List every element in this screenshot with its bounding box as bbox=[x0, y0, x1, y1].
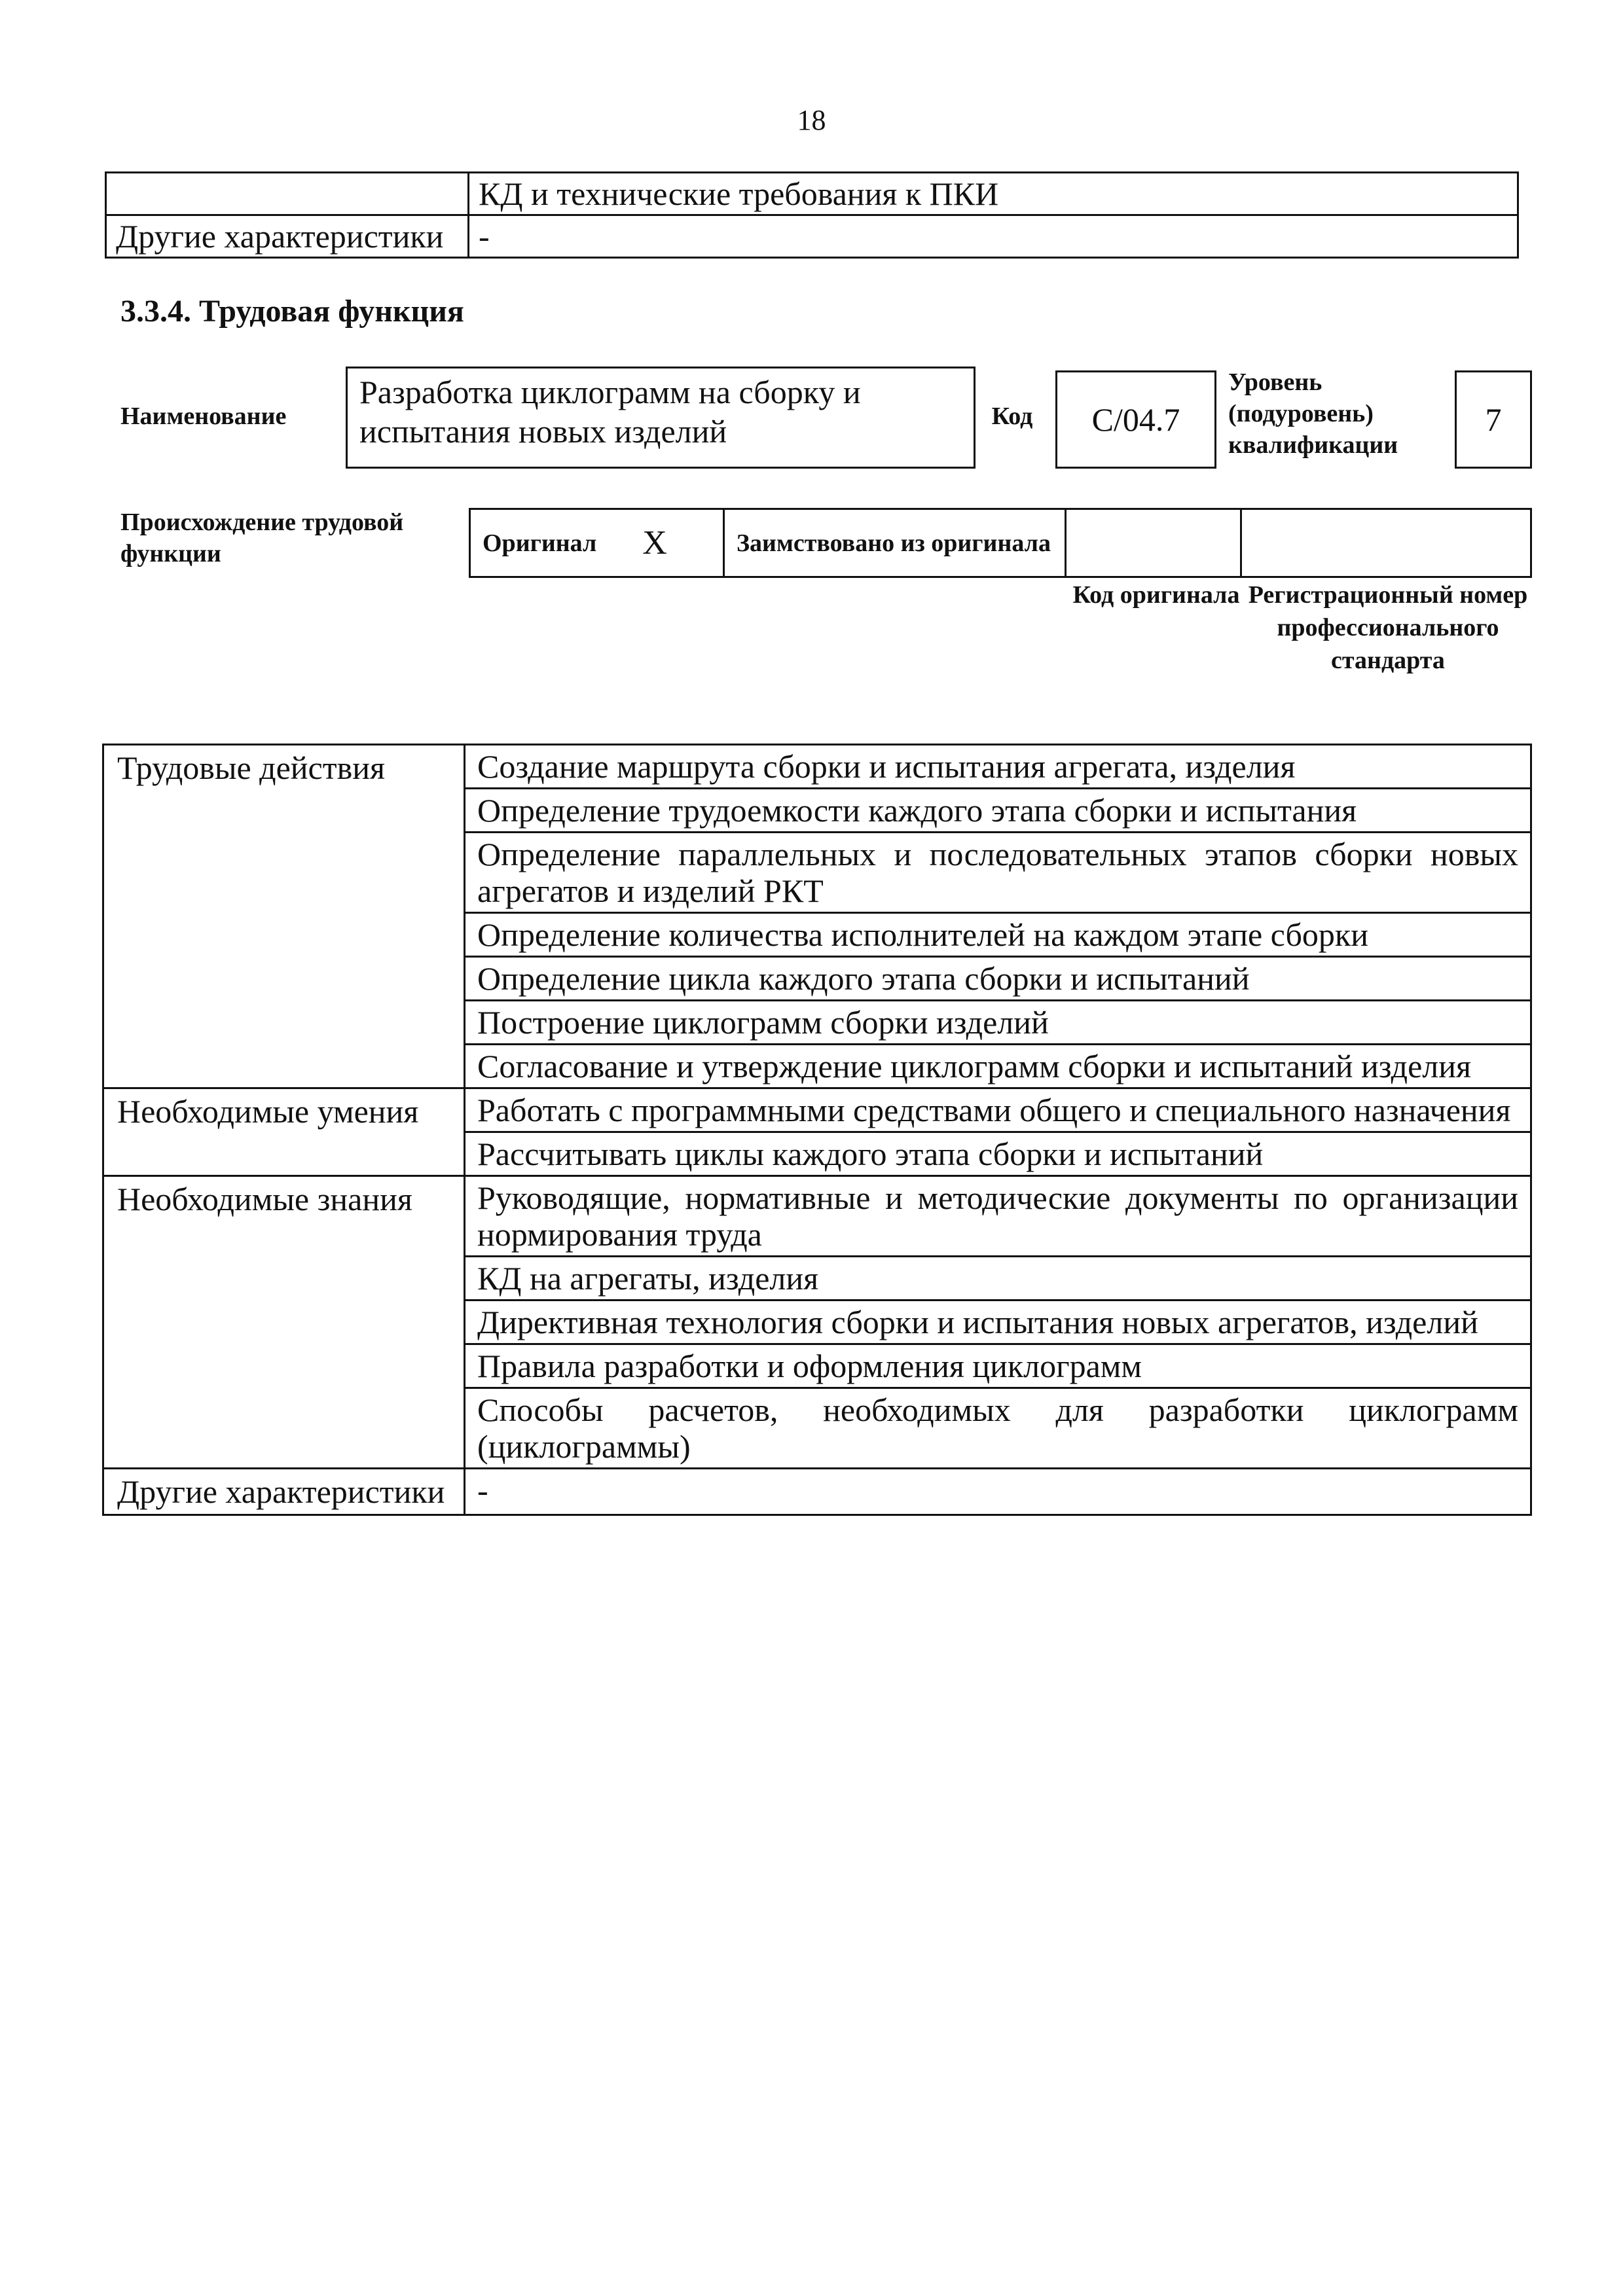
code-label: Код bbox=[991, 403, 1033, 430]
category-label: Необходимые знания bbox=[103, 1176, 465, 1469]
code-original-cell bbox=[1066, 509, 1241, 577]
original-mark: X bbox=[642, 524, 667, 562]
origin-original-cell bbox=[470, 509, 724, 577]
item-text: Определение параллельных и последовательных этапов сборки новых агрегатов и изделий РКТ bbox=[465, 833, 1531, 913]
level-value-box: 7 bbox=[1455, 370, 1532, 469]
item-text: Согласование и утверждение циклограмм сборки и испытаний изделия bbox=[465, 1045, 1531, 1088]
row-label: Другие характеристики bbox=[106, 215, 469, 258]
name-label: Наименование bbox=[120, 403, 287, 430]
row-value: КД и технические требования к ПКИ bbox=[469, 173, 1518, 215]
item-text: Рассчитывать циклы каждого этапа сборки и испытаний bbox=[465, 1132, 1531, 1176]
table-row bbox=[106, 173, 1518, 215]
item-text: Определение цикла каждого этапа сборки и испытаний bbox=[465, 957, 1531, 1001]
item-text: Директивная технология сборки и испытания новых агрегатов, изделий bbox=[465, 1300, 1531, 1344]
code-value-box: C/04.7 bbox=[1055, 370, 1216, 469]
item-text: Построение циклограмм сборки изделий bbox=[465, 1001, 1531, 1045]
table-row bbox=[103, 1088, 1531, 1132]
item-text: Правила разработки и оформления циклограмм bbox=[465, 1344, 1531, 1388]
function-name-box: Разработка циклограмм на сборку и испытания новых изделий bbox=[346, 367, 976, 469]
continued-table bbox=[105, 171, 1519, 259]
reg-number-label: Регистрационный номер профессионального стандарта bbox=[1248, 581, 1528, 674]
level-label: Уровень (подуровень) квалификации bbox=[1228, 368, 1398, 459]
item-text: Работать с программными средствами общего и специального назначения bbox=[465, 1088, 1531, 1132]
row-label bbox=[106, 173, 469, 215]
item-text: Определение количества исполнителей на каждом этапе сборки bbox=[465, 913, 1531, 957]
section-heading: 3.3.4. Трудовая функция bbox=[120, 294, 464, 329]
category-label: Необходимые умения bbox=[103, 1088, 465, 1176]
origin-table bbox=[469, 508, 1532, 578]
table-row bbox=[106, 215, 1518, 258]
item-text: КД на агрегаты, изделия bbox=[465, 1257, 1531, 1300]
reg-number-cell bbox=[1241, 509, 1531, 577]
page-number: 18 bbox=[797, 104, 826, 136]
item-text: Руководящие, нормативные и методические документы по организации нормирования труда bbox=[465, 1176, 1531, 1257]
borrowed-label: Заимствовано из оригинала bbox=[724, 509, 1066, 577]
item-text: Определение трудоемкости каждого этапа сборки и испытания bbox=[465, 789, 1531, 833]
code-original-label: Код оригинала bbox=[1072, 581, 1240, 609]
table-row bbox=[103, 1176, 1531, 1257]
item-text: Способы расчетов, необходимых для разработки циклограмм (циклограммы) bbox=[465, 1388, 1531, 1469]
row-value: - bbox=[469, 215, 1518, 258]
function-details-table bbox=[102, 744, 1532, 1516]
origin-label: Происхождение трудовой функции bbox=[120, 509, 404, 567]
item-text: Создание маршрута сборки и испытания агрегата, изделия bbox=[465, 745, 1531, 789]
item-text: - bbox=[465, 1469, 1531, 1515]
original-label: Оригинал bbox=[483, 529, 597, 557]
table-row bbox=[103, 1469, 1531, 1515]
table-row bbox=[103, 745, 1531, 789]
category-label: Трудовые действия bbox=[103, 745, 465, 1088]
category-label: Другие характеристики bbox=[103, 1469, 465, 1515]
